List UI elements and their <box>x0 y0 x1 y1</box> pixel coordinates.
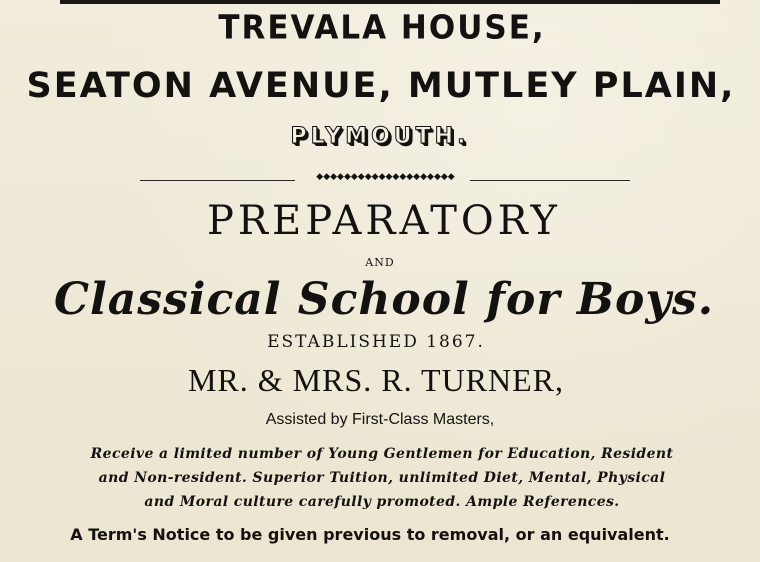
address-line-house: TREVALA HOUSE, <box>218 9 546 47</box>
heading-and: AND <box>365 256 395 269</box>
divider-rule-right <box>470 180 630 181</box>
divider-rule-left <box>140 180 295 181</box>
proprietor-names: MR. & MRS. R. TURNER, <box>187 362 565 398</box>
assisted-by-line: Assisted by First-Class Masters, <box>265 411 495 428</box>
address-line-street: SEATON AVENUE, MUTLEY PLAIN, <box>26 66 736 106</box>
heading-school: Classical School for Boys. <box>53 274 715 325</box>
ornamental-divider <box>140 172 630 182</box>
established-year: ESTABLISHED 1867. <box>267 332 485 352</box>
address-city: PLYMOUTH. <box>290 124 470 149</box>
divider-ornament: ◆◆◆◆◆◆◆◆◆◆◆◆◆◆◆◆◆◆◆◆ <box>316 172 455 182</box>
description-line: Receive a limited number of Young Gentlemen for Education, Resident <box>90 446 674 462</box>
description-line: and Moral culture carefully promoted. Ample References. <box>144 494 620 510</box>
description-line: and Non-resident. Superior Tuition, unlimited Diet, Mental, Physical <box>98 470 666 486</box>
heading-preparatory: PREPARATORY <box>207 198 561 244</box>
term-notice: A Term's Notice to be given previous to removal, or an equivalent. <box>70 525 670 544</box>
top-border-rule <box>60 0 720 4</box>
